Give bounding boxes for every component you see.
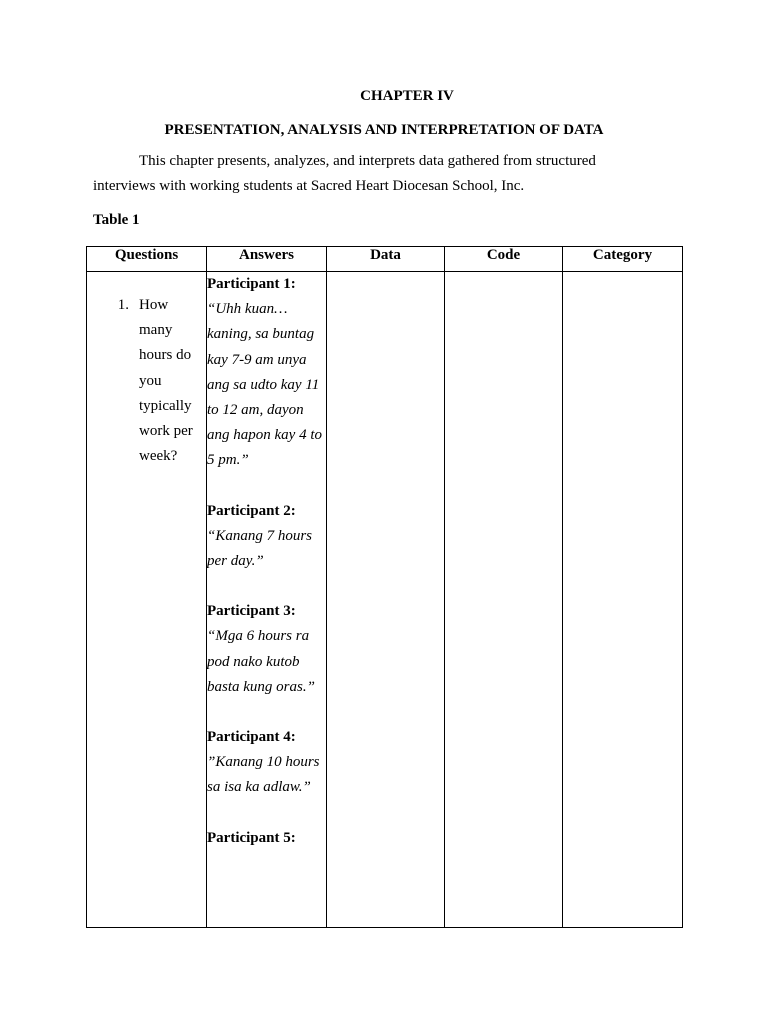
column-header-data: Data — [327, 247, 445, 272]
participant-quote: ”Kanang 10 hours sa isa ka adlaw.” — [207, 754, 320, 796]
participant-quote: “Uhh kuan… kaning, sa buntag kay 7-9 am unya ang sa udto kay 11 to 12 am, dayon ang hapon kay 4 to 5 pm.” — [207, 301, 322, 469]
chapter-heading: CHAPTER IV — [360, 88, 454, 104]
table-caption: Table 1 — [93, 212, 140, 228]
section-title: PRESENTATION, ANALYSIS AND INTERPRETATION OF DATA — [164, 122, 604, 138]
participant-quote: “Kanang 7 hours per day.” — [207, 527, 313, 570]
table-header-row — [87, 247, 683, 272]
participant-quote: “Mga 6 hours ra pod nako kutob basta kung oras.” — [207, 628, 315, 695]
category-cell — [563, 272, 683, 928]
participant-label: Participant 1: — [207, 276, 296, 292]
participant-label: Participant 2: — [207, 502, 296, 519]
question-cell — [87, 272, 207, 928]
answer-participant-3 — [207, 599, 326, 700]
answer-participant-5 — [207, 826, 326, 851]
question-text: How many hours do you typically work per week? — [139, 297, 193, 465]
participant-label: Participant 5: — [207, 829, 296, 846]
participant-label: Participant 4: — [207, 729, 296, 746]
answers-cell — [207, 272, 327, 928]
table-row — [87, 272, 683, 928]
column-header-code: Code — [445, 247, 563, 272]
answer-participant-2 — [207, 499, 326, 575]
column-header-answers: Answers — [207, 247, 327, 272]
participant-label: Participant 3: — [207, 603, 296, 620]
code-cell — [445, 272, 563, 928]
intro-paragraph: This chapter presents, analyzes, and interprets data gathered from structured interviews with working students at Sacred Heart Diocesan School, Inc. — [93, 153, 596, 194]
answer-participant-1 — [207, 272, 326, 474]
data-table — [86, 246, 683, 928]
column-header-category: Category — [563, 247, 683, 272]
answer-participant-4 — [207, 725, 326, 801]
question-number: 1. — [117, 297, 129, 313]
data-cell — [327, 272, 445, 928]
column-header-questions: Questions — [87, 247, 207, 272]
